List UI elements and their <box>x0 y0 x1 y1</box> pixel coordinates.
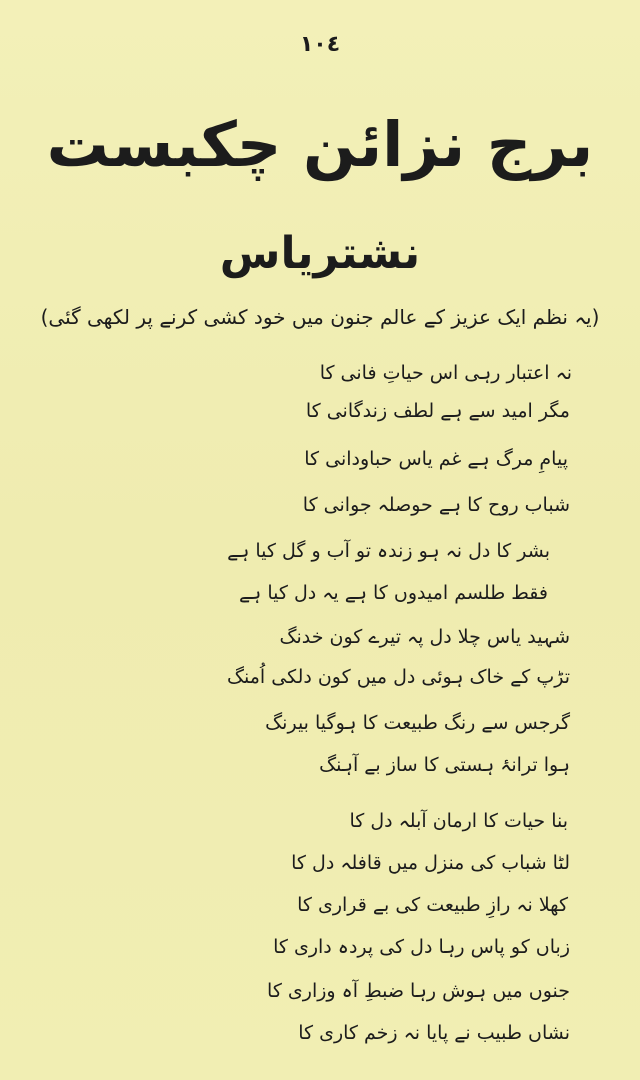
verse-line-6: فقط طلسم امیدوں کا ہے یہ دل کیا ہے <box>239 582 548 604</box>
verse-line-7: شہید یاس چلا دل پہ تیرے کون خدنگ <box>279 626 570 648</box>
verse-line-8: تڑپ کے خاک ہوئی دل میں کون دلکی اُمنگ <box>227 666 570 688</box>
poet-name-title: برج نزائن چکبست <box>46 108 594 181</box>
verse-line-10: ہوا ترانۂ ہستی کا ساز بے آہنگ <box>319 754 570 776</box>
page-number: ١٠٤ <box>299 32 341 57</box>
verse-line-9: گرجس سے رنگ طبیعت کا ہوگیا بیرنگ <box>265 712 570 734</box>
verse-line-14: زباں کو پاس رہا دل کی پردہ داری کا <box>273 936 570 958</box>
verse-line-4: شباب روح کا ہے حوصلہ جوانی کا <box>302 494 570 516</box>
verse-line-12: لٹا شباب کی منزل میں قافلہ دل کا <box>291 852 570 874</box>
verse-line-13: کھلا نہ رازِ طبیعت کی بے قراری کا <box>297 894 568 916</box>
verse-line-11: بنا حیات کا ارمان آبلہ دل کا <box>349 810 568 832</box>
verse-line-15: جنوں میں ہوش رہا ضبطِ آہ وزاری کا <box>267 980 570 1002</box>
poem-note: (یہ نظم ایک عزیز کے عالم جنون میں خود کشی کرنے پر لکھی گئی) <box>40 305 600 329</box>
verse-line-5: بشر کا دل نہ ہو زندہ تو آب و گل کیا ہے <box>227 540 550 562</box>
poem-title: نشتریاس <box>219 228 421 279</box>
verse-line-16: نشاں طبیب نے پایا نہ زخم کاری کا <box>298 1022 570 1044</box>
verse-line-1: نہ اعتبار رہی اس حیاتِ فانی کا <box>319 362 572 384</box>
verse-line-3: پیامِ مرگ ہے غم یاس حباودانی کا <box>304 448 568 470</box>
verse-line-2: مگر امید سے ہے لطف زندگانی کا <box>305 400 570 422</box>
